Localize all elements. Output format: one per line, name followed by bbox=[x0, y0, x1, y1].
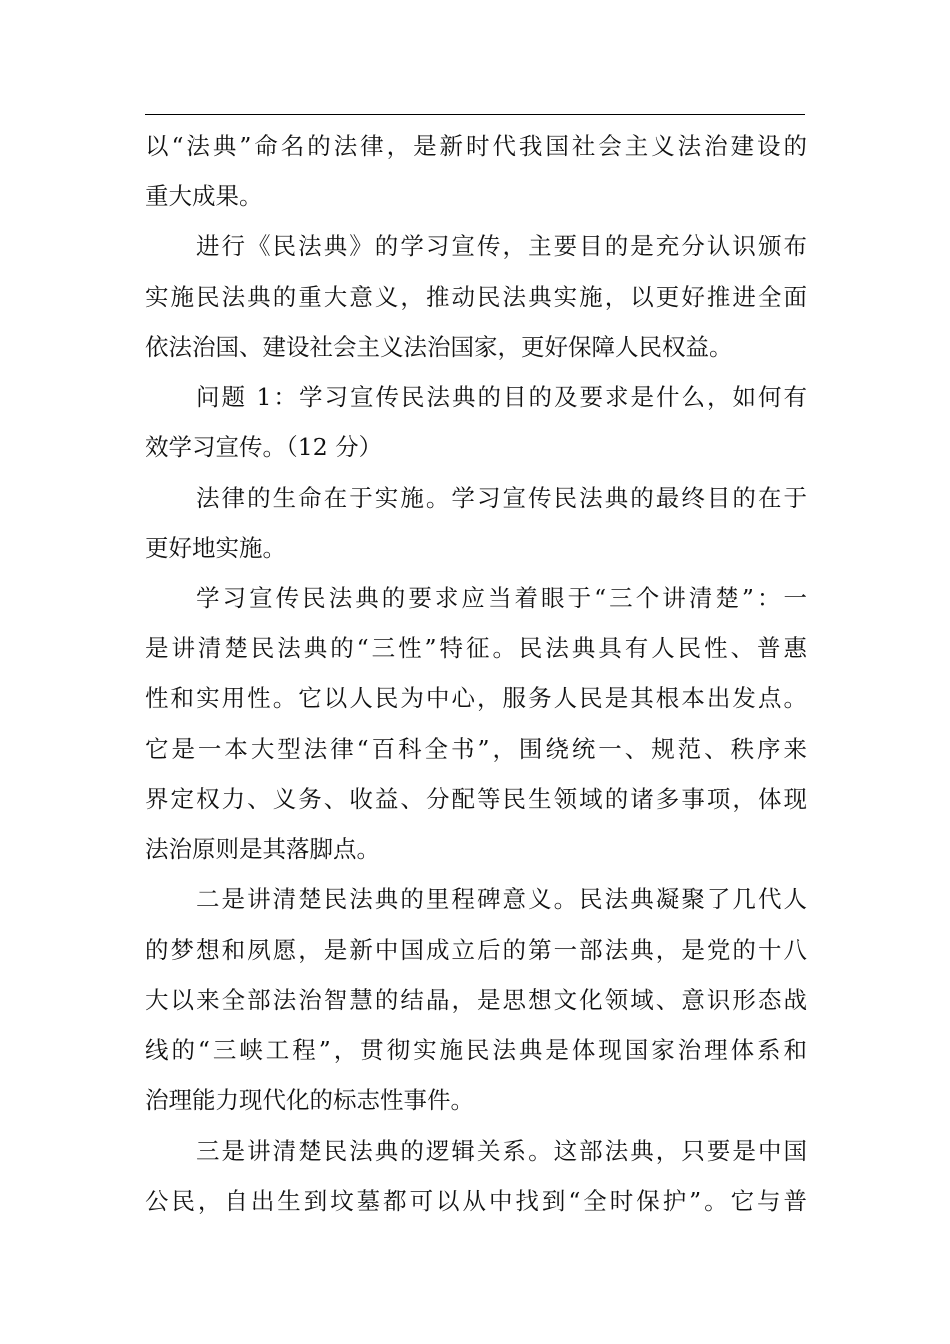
text-line: 公民，自出生到坟墓都可以从中找到“全时保护”。它与普 bbox=[145, 1187, 807, 1215]
text-line: 它是一本大型法律“百科全书”，围绕统一、规范、秩序来 bbox=[145, 735, 807, 763]
text-line: 法治原则是其落脚点。 bbox=[145, 835, 380, 863]
text-line: 效学习宣传。（12 分） bbox=[145, 433, 383, 461]
header-rule bbox=[145, 114, 805, 115]
text-line: 学习宣传民法典的要求应当着眼于“三个讲清楚”：一 bbox=[196, 584, 807, 612]
text-line: 性和实用性。它以人民为中心，服务人民是其根本出发点。 bbox=[145, 684, 807, 712]
text-line: 进行《民法典》的学习宣传，主要目的是充分认识颁布 bbox=[196, 232, 807, 260]
text-line: 实施民法典的重大意义，推动民法典实施，以更好推进全面 bbox=[145, 283, 807, 311]
text-line: 三是讲清楚民法典的逻辑关系。这部法典，只要是中国 bbox=[196, 1137, 807, 1165]
text-line: 的梦想和夙愿，是新中国成立后的第一部法典，是党的十八 bbox=[145, 936, 807, 964]
text-line: 是讲清楚民法典的“三性”特征。民法典具有人民性、普惠 bbox=[145, 634, 807, 662]
text-line: 二是讲清楚民法典的里程碑意义。民法典凝聚了几代人 bbox=[196, 885, 807, 913]
text-line: 法律的生命在于实施。学习宣传民法典的最终目的在于 bbox=[196, 484, 807, 512]
text-line: 治理能力现代化的标志性事件。 bbox=[145, 1086, 474, 1114]
text-line: 问题 1：学习宣传民法典的目的及要求是什么，如何有 bbox=[196, 383, 807, 411]
text-line: 线的“三峡工程”，贯彻实施民法典是体现国家治理体系和 bbox=[145, 1036, 807, 1064]
text-line: 以“法典”命名的法律，是新时代我国社会主义法治建设的 bbox=[145, 132, 807, 160]
text-line: 依法治国、建设社会主义法治国家，更好保障人民权益。 bbox=[145, 333, 733, 361]
text-line: 重大成果。 bbox=[145, 182, 263, 210]
text-line: 界定权力、义务、收益、分配等民生领域的诸多事项，体现 bbox=[145, 785, 807, 813]
text-line: 大以来全部法治智慧的结晶，是思想文化领域、意识形态战 bbox=[145, 986, 807, 1014]
text-line: 更好地实施。 bbox=[145, 534, 286, 562]
